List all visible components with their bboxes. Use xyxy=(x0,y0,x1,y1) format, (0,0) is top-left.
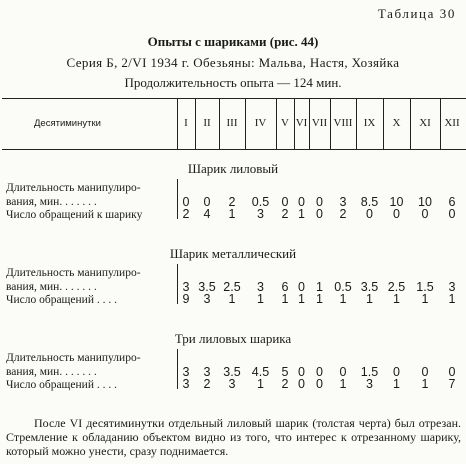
header-column-label: XI xyxy=(419,117,431,129)
table-cell: 0 xyxy=(366,207,373,221)
header-column-label: V xyxy=(281,117,289,129)
table-cell: 4.5 xyxy=(251,365,270,379)
table-cell: 2 xyxy=(203,377,211,391)
table-cell: 0 xyxy=(316,207,323,221)
table-cell: 3 xyxy=(448,280,456,294)
table-cell: 2 xyxy=(281,377,289,391)
table-cell: 3.5 xyxy=(223,365,241,379)
table-cell: 2 xyxy=(182,207,190,221)
table-cell: 1 xyxy=(448,292,456,306)
table-cell: 1 xyxy=(316,280,323,294)
row-label xyxy=(6,378,117,392)
header-column-label: III xyxy=(226,117,238,129)
section-title: Шарик лиловый xyxy=(187,161,279,176)
table-cell: 3 xyxy=(366,377,373,391)
table-cell: 2.5 xyxy=(223,280,241,294)
table-cell: 3 xyxy=(182,377,190,391)
footnote: После VI десятиминутки отдельный лиловый шарик (толстая черта) был отрезан. Стремление к обладанию объектом видно из того, что интерес к отрезанному шарику, который можно унести, сразу поднимается. xyxy=(6,416,461,458)
header-column-label: XII xyxy=(444,117,460,129)
table-cell: 5 xyxy=(281,365,289,379)
table-cell: 1 xyxy=(393,377,400,391)
table-cell: 6 xyxy=(281,280,289,294)
table-number: Таблица 30 xyxy=(377,6,456,21)
table-cell: 1 xyxy=(228,292,236,306)
table-cell: 1 xyxy=(228,207,236,221)
row-label-line: Число обращений . . . . xyxy=(6,379,117,391)
series-line: Серия Б, 2/VI 1934 г. Обезьяны: Мальва, Настя, Хозяйка xyxy=(66,55,400,70)
table-cell: 10 xyxy=(389,195,404,209)
row-label xyxy=(6,181,141,209)
table-cell: 0 xyxy=(316,377,323,391)
header-column-label: VII xyxy=(311,117,328,129)
table-cell: 1 xyxy=(298,292,305,306)
table-cell: 3 xyxy=(182,280,190,294)
row-label xyxy=(6,208,142,222)
row-label-line: Длительность манипулиро- xyxy=(6,182,141,194)
table-cell: 0.5 xyxy=(334,280,352,294)
row-label-line: Число обращений . . . . xyxy=(6,294,117,306)
table-cell: 0 xyxy=(182,195,190,209)
table-cell: 0.5 xyxy=(251,195,270,209)
table-cell: 9 xyxy=(182,292,190,306)
table-cell: 7 xyxy=(448,377,456,391)
table-cell: 1 xyxy=(339,377,347,391)
row-label-line: вания, мин. . . . . . . xyxy=(6,366,97,378)
table-cell: 3 xyxy=(182,365,190,379)
table-cell: 0 xyxy=(316,195,323,209)
header-bottom-rule xyxy=(2,149,466,150)
table-cell: 1 xyxy=(298,207,305,221)
table-cell: 6 xyxy=(448,195,456,209)
table-cell: 0 xyxy=(393,207,400,221)
table-cell: 10 xyxy=(418,195,432,209)
table-cell: 3.5 xyxy=(360,280,379,294)
row-label-line: Длительность манипулиро- xyxy=(6,352,141,364)
row-label-line: вания, мин. . . . . . . xyxy=(6,281,97,293)
table-cell: 0 xyxy=(203,195,211,209)
table-cell: 2.5 xyxy=(387,280,406,294)
table-cell: 1 xyxy=(281,292,289,306)
header-column-label: VI xyxy=(295,117,308,129)
row-label-line: Длительность манипулиро- xyxy=(6,267,141,279)
section-title: Шарик металлический xyxy=(169,246,297,261)
header-column-label: VIII xyxy=(333,117,353,129)
table-cell: 0 xyxy=(421,207,429,221)
table-cell: 0 xyxy=(421,365,429,379)
table-cell: 3 xyxy=(203,292,211,306)
table-cell: 0 xyxy=(393,365,400,379)
table-cell: 4 xyxy=(203,207,211,221)
table-cell: 8.5 xyxy=(360,195,379,209)
table-cell: 2 xyxy=(339,207,347,221)
row-label-line: вания, мин. . . . . . . xyxy=(6,196,97,208)
table-cell: 0 xyxy=(339,365,347,379)
header-top-rule xyxy=(2,98,466,99)
table-cell: 3 xyxy=(228,377,236,391)
row-label xyxy=(6,293,117,307)
table-cell: 0 xyxy=(298,195,305,209)
header-column-label: IX xyxy=(363,117,376,129)
header-column-label: I xyxy=(184,117,188,129)
table-cell: 0 xyxy=(448,207,456,221)
row-label-line: Число обращений к шарику xyxy=(6,209,143,221)
table-cell: 3 xyxy=(203,365,211,379)
table-cell: 0 xyxy=(298,280,305,294)
table-cell: 1 xyxy=(316,292,323,306)
table-cell: 1 xyxy=(421,377,429,391)
table-cell: 3.5 xyxy=(198,280,216,294)
table-cell: 0 xyxy=(298,365,305,379)
table-cell: 1.5 xyxy=(416,280,434,294)
row-label xyxy=(6,351,141,379)
header-column-label: II xyxy=(203,117,211,129)
header-column-label: IV xyxy=(254,117,267,129)
table-cell: 1 xyxy=(393,292,400,306)
table-cell: 1 xyxy=(257,377,264,391)
table-cell: 0 xyxy=(316,365,323,379)
table-cell: 3 xyxy=(339,195,347,209)
table-cell: 3 xyxy=(257,207,264,221)
table-cell: 3 xyxy=(257,280,264,294)
table-cell: 2 xyxy=(228,195,236,209)
table-cell: 1 xyxy=(366,292,373,306)
duration-line: Продолжительность опыта — 124 мин. xyxy=(124,75,342,90)
table-cell: 1 xyxy=(339,292,347,306)
table-cell: 1.5 xyxy=(360,365,379,379)
table-cell: 2 xyxy=(281,207,289,221)
table-cell: 1 xyxy=(257,292,264,306)
section-title: Три лиловых шарика xyxy=(174,331,292,346)
table-cell: 0 xyxy=(448,365,456,379)
header-label: Десятиминутки xyxy=(34,118,101,129)
header-column-label: X xyxy=(392,117,401,129)
table-cell: 0 xyxy=(298,377,305,391)
table-title: Опыты с шариками (рис. 44) xyxy=(147,34,319,49)
row-label xyxy=(6,266,141,294)
table-cell: 1 xyxy=(421,292,429,306)
table-cell: 0 xyxy=(281,195,289,209)
